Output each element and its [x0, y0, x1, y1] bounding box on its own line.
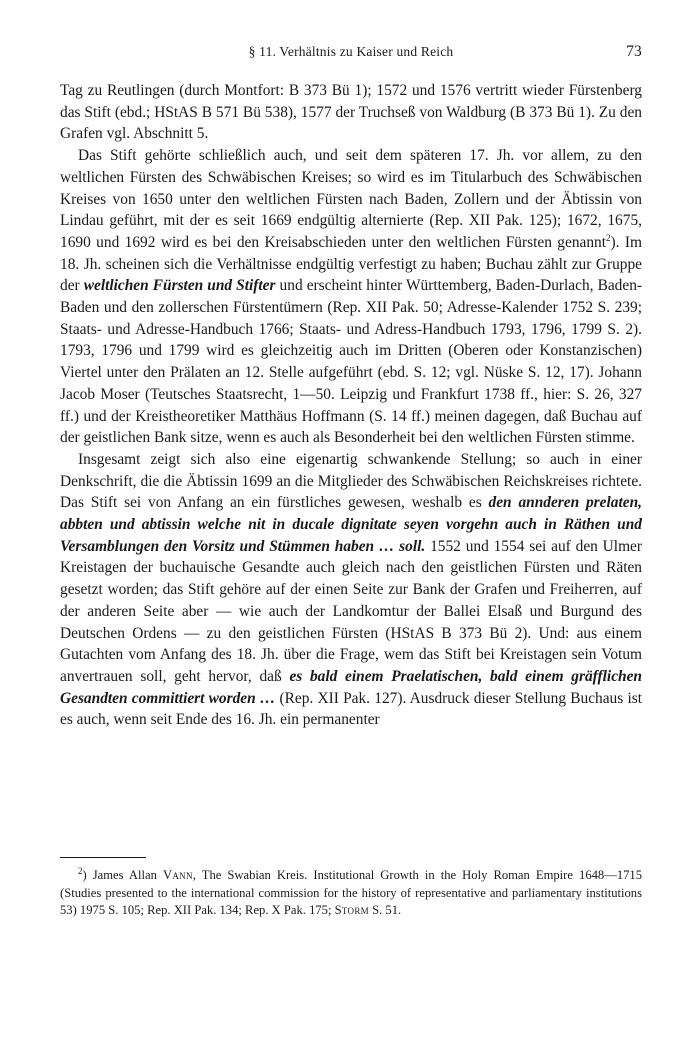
- page-number: 73: [626, 43, 642, 60]
- paragraph-2: [60, 145, 642, 449]
- paragraph-3: [60, 449, 642, 731]
- footnote-text-a: ) James Allan: [82, 868, 163, 882]
- paragraph-3-text-b: 1552 und 1554 sei auf den Ulmer Kreistagen der buchauische Gesandte auch gleich nach den geistlichen Fürsten und Räten gesetzt worden; das Stift gehöre auf der einen Seite zur Bank der Grafen und Freiherren, auf der anderen Seite aber — wie auch der Landkomtur der Ballei Elsaß und Burgund des Deutschen Ordens — zu den geistlichen Fürsten (HStAS B 373 Bü 2). Und: aus einem Gutachten vom Anfang des 18. Jh. über die Frage, wem das Stift bei Kreistagen sein Votum anvertrauen soll, geht hervor, daß: [60, 537, 642, 685]
- paragraph-2-text-c: und erscheint hinter Württemberg, Baden-Durlach, Baden-Baden und den zollerschen Fürstentümern (Rep. XII Pak. 50; Adresse-Kalender 1752 S. 239; Staats- und Adresse-Handbuch 1766; Staats- und Adress-Handbuch 1793, 1796, 1799 S. 2). 1793, 1796 und 1799 wird es gleichzeitig auch im Dritten (Oberen oder Konstanzischen) Viertel unter den Prälaten an 12. Stelle aufgeführt (ebd. S. 12; vgl. Nüske S. 12, 17). Johann Jacob Moser (Teutsches Staatsrecht, 1—50. Leipzig und Frankfurt 1738 ff., hier: S. 26, 327 ff.) und der Kreistheoretiker Matthäus Hoffmann (S. 14 ff.) meinen dagegen, daß Buchau auf der geistlichen Bank sitze, wenn es auch als Besonderheit bei den weltlichen Fürsten stimme.: [60, 277, 643, 447]
- running-head: [60, 44, 642, 60]
- paragraph-1: [60, 80, 642, 145]
- quoted-term: weltlichen Fürsten und Stifter: [83, 277, 276, 295]
- paragraph-2-text-a: Das Stift gehörte schließlich auch, und seit dem späteren 17. Jh. vor allem, zu den weltlichen Fürsten des Schwäbischen Kreises; so wird es im Titularbuch des Schwäbischen Kreises von 1650 unter den weltlichen Fürsten nach Baden, Zollern und der Äbtissin von Lindau geführt, mit der es seit 1669 endgültig alternierte (Rep. XII Pak. 125); 1672, 1675, 1690 und 1692 wird es bei den Kreisabschieden unter den weltlichen Fürsten genannt: [60, 147, 642, 251]
- body-text: [60, 80, 642, 731]
- paragraph-2-text-b: ). Im 18. Jh. scheinen sich die Verhältnisse endgültig verfestigt zu haben; Buchau zählt zur Gruppe der: [60, 233, 642, 295]
- footnote-text: [60, 867, 642, 920]
- footnote-marker: 2: [78, 865, 83, 876]
- author-name-storm: Storm: [334, 903, 369, 918]
- footnote-reference: 2: [606, 232, 611, 243]
- footnote-text-b: , The Swabian Kreis. Institutional Growth in the Holy Roman Empire 1648—1715 (Studies presented to the international commission for the history of representative and parliamentary institutions 53) 1975 S. 105; Rep. XII Pak. 134; Rep. X Pak. 175;: [60, 868, 643, 918]
- quotation-1: den annderen prelaten, abbten und abtissin welche nit in ducale dignitate seyen vorgehn auch in Räthen und Versamblungen den Vorsitz und Stümmen haben … soll.: [60, 494, 642, 555]
- paragraph-1-text: Tag zu Reutlingen (durch Montfort: B 373 Bü 1); 1572 und 1576 vertritt wieder Fürstenberg das Stift (ebd.; HStAS B 571 Bü 538), 1577 der Truchseß von Waldburg (B 373 Bü 1). Zu den Grafen vgl. Abschnitt 5.: [60, 82, 642, 143]
- author-name-vann: Vann: [162, 868, 193, 882]
- footnote: [60, 867, 642, 920]
- quotation-2: es bald einem Praelatischen, bald einem gräfflichen Gesandten committiert worden …: [60, 667, 642, 707]
- running-title: § 11. Verhältnis zu Kaiser und Reich: [248, 44, 454, 59]
- footnote-divider: [60, 857, 146, 858]
- footnote-text-c: S. 51.: [368, 903, 402, 918]
- paragraph-3-text-c: (Rep. XII Pak. 127). Ausdruck dieser Stellung Buchaus ist es auch, wenn seit Ende des 16. Jh. ein permanenter: [60, 689, 642, 729]
- paragraph-3-text-a: Insgesamt zeigt sich also eine eigenartig schwankende Stellung; so auch in einer Denkschrift, die die Äbtissin 1699 an die Mitglieder des Schwäbischen Reichskreises richtete. Das Stift sei von Anfang an ein fürstliches gewesen, weshalb es: [60, 450, 642, 512]
